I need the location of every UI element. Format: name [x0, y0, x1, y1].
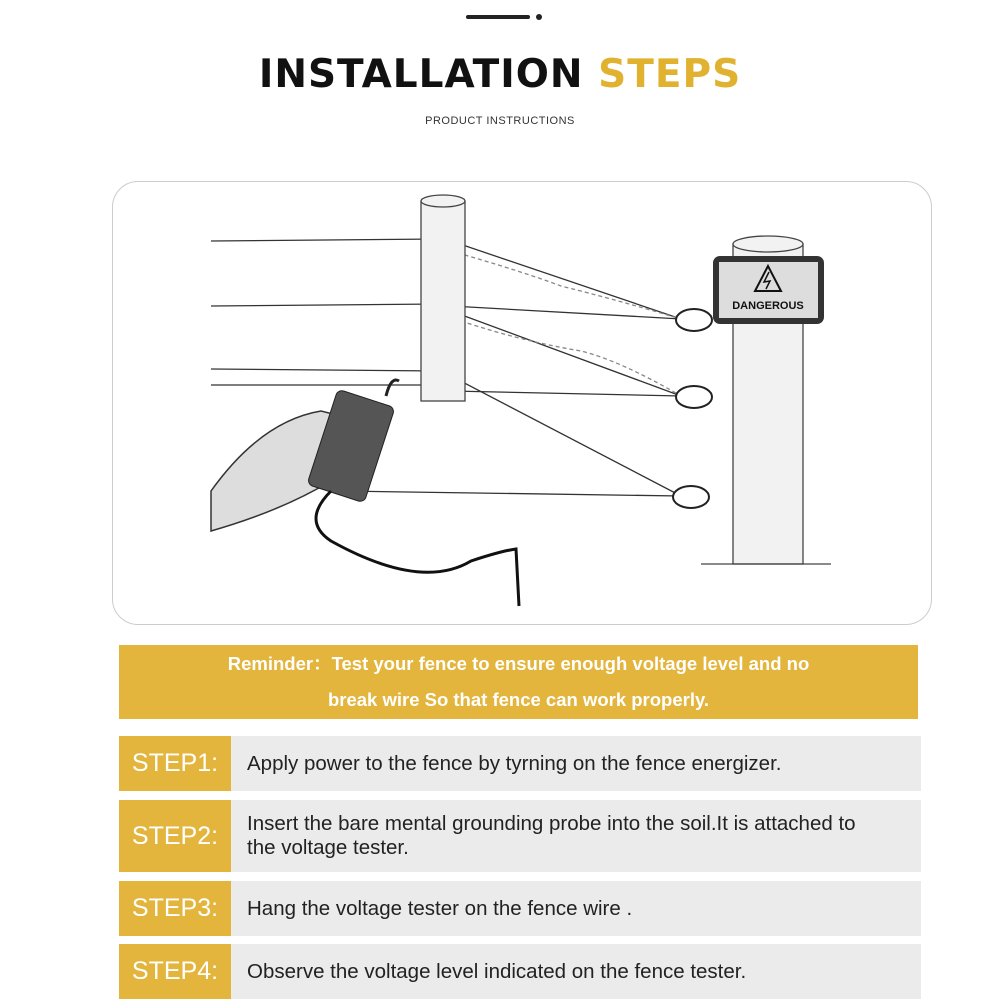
page-indicator-dash [466, 15, 530, 19]
page-title: INSTALLATION STEPS [258, 52, 742, 97]
step-row-3 [119, 881, 921, 936]
fence-illustration [113, 182, 932, 625]
insulator-icon [673, 309, 712, 508]
step-text: Apply power to the fence by tyrning on the fence energizer. [231, 736, 921, 791]
step-row-1 [119, 736, 921, 791]
reminder-line-1: Reminder：Test your fence to ensure enough voltage level and no [227, 653, 810, 674]
illustration-card [112, 181, 932, 625]
reminder-line-2: break wire So that fence can work properly. [327, 689, 710, 710]
page-indicator-dot [536, 14, 542, 20]
sign-text: DANGEROUS [732, 300, 804, 312]
step-label: STEP3: [119, 881, 231, 936]
step-text: Insert the bare mental grounding probe into the soil.It is attached to the voltage tester. [231, 800, 921, 872]
step-label: STEP1: [119, 736, 231, 791]
step-row-4 [119, 944, 921, 999]
subtitle: PRODUCT INSTRUCTIONS [425, 115, 575, 127]
near-post [421, 195, 465, 401]
step-text: Observe the voltage level indicated on the fence tester. [231, 944, 921, 999]
step-text: Hang the voltage tester on the fence wire . [231, 881, 921, 936]
danger-sign [713, 256, 824, 324]
step-label: STEP2: [119, 800, 231, 872]
step-row-2 [119, 800, 921, 872]
reminder-banner [119, 645, 918, 719]
step-label: STEP4: [119, 944, 231, 999]
